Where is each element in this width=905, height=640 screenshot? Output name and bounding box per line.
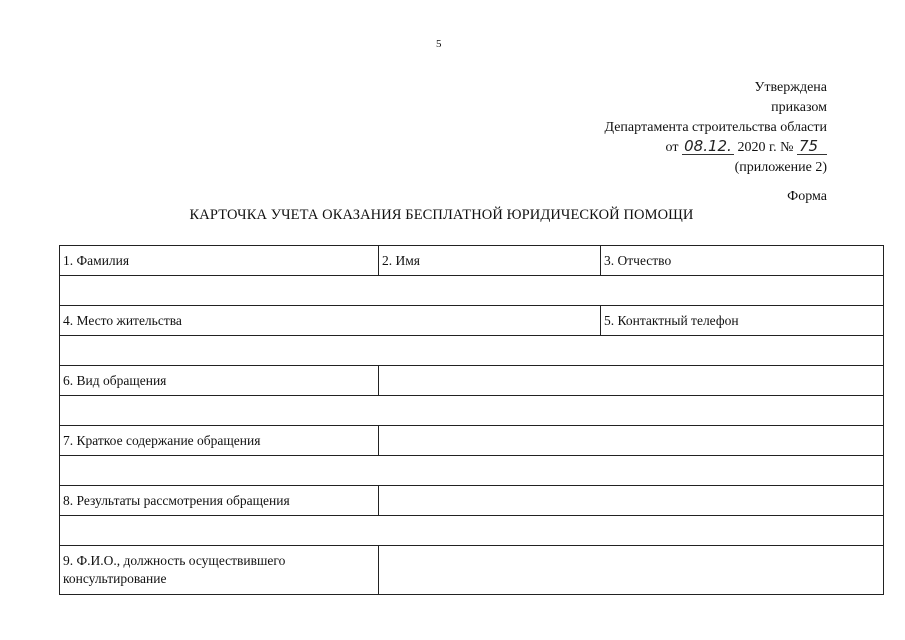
approval-line-approved: Утверждена [754, 80, 827, 95]
patronymic-cell[interactable] [601, 246, 884, 276]
phone-cell[interactable] [601, 306, 884, 336]
contact-values-cell[interactable] [60, 336, 884, 366]
row-contact-fields [60, 306, 884, 336]
form-label: Форма [787, 189, 827, 204]
spacer-cell-3[interactable] [60, 516, 884, 546]
residence-cell[interactable] [60, 306, 601, 336]
row-spacer-3 [60, 516, 884, 546]
residence-label: 4. Место жительства [63, 312, 182, 328]
row-spacer-1 [60, 396, 884, 426]
document-title: КАРТОЧКА УЧЕТА ОКАЗАНИЯ БЕСПЛАТНОЙ ЮРИДИЧЕСКОЙ ПОМОЩИ [189, 207, 694, 223]
appeal-summary-label: 7. Краткое содержание обращения [63, 432, 261, 448]
surname-cell[interactable] [60, 246, 379, 276]
consultant-value-cell[interactable] [379, 546, 884, 595]
name-label: 2. Имя [382, 252, 421, 268]
row-name-fields [60, 246, 884, 276]
approval-block [605, 78, 828, 178]
patronymic-label: 3. Отчество [604, 252, 672, 268]
row-appeal-summary [60, 426, 884, 456]
appeal-type-value-cell[interactable] [379, 366, 884, 396]
name-values-cell[interactable] [60, 276, 884, 306]
consultant-label-line2: консультирование [63, 571, 167, 586]
approval-date-handwritten: 08.12. [682, 138, 734, 155]
spacer-cell-1[interactable] [60, 396, 884, 426]
approval-appendix: (приложение 2) [734, 160, 827, 175]
row-appeal-results [60, 486, 884, 516]
surname-label: 1. Фамилия [63, 252, 130, 268]
appeal-summary-label-cell [60, 426, 379, 456]
row-spacer-2 [60, 456, 884, 486]
approval-line-order: приказом [771, 100, 827, 115]
approval-line-department: Департамента строительства области [604, 120, 827, 135]
appeal-results-value-cell[interactable] [379, 486, 884, 516]
row-consultant [60, 546, 884, 595]
appeal-results-label: 8. Результаты рассмотрения обращения [63, 492, 290, 508]
phone-label: 5. Контактный телефон [604, 312, 739, 328]
approval-line-date [605, 138, 828, 158]
approval-date-prefix: от [665, 140, 679, 155]
record-card-table [59, 245, 884, 595]
page-number: 5 [436, 38, 442, 50]
appeal-summary-value-cell[interactable] [379, 426, 884, 456]
appeal-type-label-cell [60, 366, 379, 396]
appeal-type-label: 6. Вид обращения [63, 372, 167, 388]
row-appeal-type [60, 366, 884, 396]
approval-number-handwritten: 75 [797, 138, 827, 155]
name-cell[interactable] [379, 246, 601, 276]
appeal-results-label-cell [60, 486, 379, 516]
row-name-values [60, 276, 884, 306]
consultant-label-line1: 9. Ф.И.О., должность осуществившего [63, 553, 286, 568]
consultant-label-cell [60, 546, 379, 595]
approval-year-text: 2020 г. № [737, 140, 794, 155]
spacer-cell-2[interactable] [60, 456, 884, 486]
row-contact-values [60, 336, 884, 366]
